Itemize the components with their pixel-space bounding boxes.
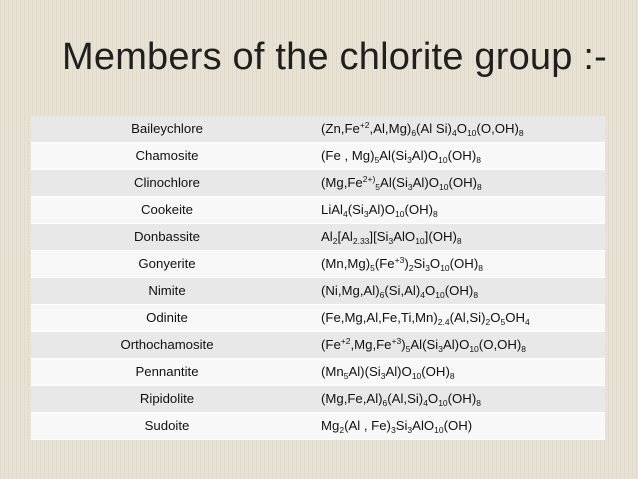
formula-subscript: 10	[415, 236, 425, 247]
formula-text: Al)O	[385, 364, 412, 380]
formula-text: (Mg,Fe	[321, 175, 363, 191]
formula-text: Si	[395, 418, 408, 434]
formula-text: LiAl	[321, 202, 343, 218]
mineral-formula	[311, 359, 605, 386]
formula-subscript: 5	[370, 263, 375, 274]
formula-subscript: 4	[525, 317, 530, 328]
table-row	[31, 305, 605, 332]
formula-text: (OH)	[443, 418, 473, 434]
formula-text: (O,OH)	[476, 121, 519, 137]
table-row	[31, 359, 605, 386]
table-row	[31, 224, 605, 251]
mineral-name: Chamosite	[31, 143, 311, 170]
formula-subscript: 2.33	[352, 236, 370, 247]
formula-text: ](OH)	[424, 229, 457, 245]
formula-subscript: 5	[343, 371, 349, 382]
table-row	[31, 197, 605, 224]
formula-subscript: 5	[375, 182, 381, 193]
formula-subscript: 8	[476, 398, 481, 409]
formula-text: (Fe , Mg)	[321, 148, 375, 164]
formula-subscript: 4	[423, 398, 428, 409]
mineral-name: Ripidolite	[31, 386, 311, 413]
formula-text: Mg	[321, 418, 340, 434]
chlorite-table	[31, 116, 605, 440]
formula-subscript: 8	[476, 155, 481, 166]
formula-text: (Mn,Mg)	[321, 256, 371, 272]
mineral-name: Cookeite	[31, 197, 311, 224]
formula-subscript: 8	[478, 263, 483, 274]
formula-subscript: 3	[380, 371, 386, 382]
formula-text: Al	[321, 229, 333, 245]
table-row	[31, 170, 605, 197]
mineral-formula	[311, 116, 605, 143]
formula-text: Al)O	[442, 337, 470, 353]
formula-text: (Al,Si)	[449, 310, 486, 326]
mineral-name: Clinochlore	[31, 170, 311, 197]
formula-text: (Al , Fe)	[344, 418, 391, 434]
formula-subscript: 6	[411, 128, 417, 139]
formula-subscript: 3	[407, 425, 413, 436]
formula-subscript: 5	[374, 155, 380, 166]
mineral-formula	[311, 170, 605, 197]
formula-subscript: 10	[411, 371, 422, 382]
formula-subscript: 6	[379, 290, 385, 301]
formula-text: (Fe	[321, 337, 341, 353]
formula-text: ,Al,Mg)	[369, 121, 412, 137]
formula-text: OH	[505, 310, 525, 326]
formula-text: (Fe	[374, 256, 395, 272]
formula-text: Al(Si	[410, 337, 439, 353]
formula-text: (Zn,Fe	[321, 121, 360, 137]
formula-text: (OH)	[449, 256, 479, 272]
formula-text: Si	[413, 256, 426, 272]
mineral-name: Baileychlore	[31, 116, 311, 143]
formula-text: ,Mg,Fe	[350, 337, 392, 353]
mineral-name: Odinite	[31, 305, 311, 332]
formula-text: (OH)	[421, 364, 450, 380]
formula-text: (Fe,Mg,Al,Fe,Ti,Mn)	[321, 310, 438, 326]
table-body	[31, 116, 605, 440]
mineral-name: Sudoite	[31, 413, 311, 440]
formula-text: Al(Si	[379, 148, 408, 164]
table-row	[31, 386, 605, 413]
formula-superscript: +2	[340, 336, 351, 347]
formula-text: Al)O	[368, 202, 395, 218]
formula-text: O	[427, 391, 439, 407]
formula-text: )	[401, 337, 406, 353]
formula-subscript: 2	[339, 425, 345, 436]
formula-text: O	[425, 283, 436, 299]
formula-superscript: 2+)	[362, 174, 376, 185]
table-row	[31, 251, 605, 278]
formula-text: (Ni,Mg,Al)	[321, 283, 380, 299]
formula-subscript: 8	[456, 236, 462, 247]
formula-subscript: 8	[477, 182, 482, 193]
formula-text: AlO	[393, 229, 416, 245]
mineral-name: Pennantite	[31, 359, 311, 386]
formula-subscript: 2.4	[437, 317, 450, 328]
table-row	[31, 143, 605, 170]
mineral-formula	[311, 197, 605, 224]
formula-text: (Al Si)	[416, 121, 452, 137]
formula-subscript: 2	[332, 236, 338, 247]
formula-subscript: 3	[363, 209, 369, 220]
formula-subscript: 3	[438, 344, 443, 355]
formula-text: O	[429, 256, 441, 272]
formula-subscript: 8	[433, 209, 438, 220]
table-row	[31, 332, 605, 359]
formula-subscript: 3	[407, 155, 412, 166]
formula-text: (OH)	[448, 175, 478, 191]
formula-subscript: 8	[449, 371, 455, 382]
mineral-formula	[311, 224, 605, 251]
formula-subscript: 3	[407, 182, 413, 193]
table-row	[31, 413, 605, 440]
formula-subscript: 10	[434, 425, 444, 436]
formula-superscript: +3	[394, 255, 405, 266]
mineral-formula	[311, 386, 605, 413]
formula-text: (Al,Si)	[387, 391, 424, 407]
slide-title: Members of the chlorite group :-	[62, 36, 607, 78]
mineral-formula	[311, 251, 605, 278]
formula-text: (OH)	[447, 148, 477, 164]
mineral-name: Gonyerite	[31, 251, 311, 278]
formula-subscript: 10	[438, 398, 448, 409]
formula-subscript: 3	[390, 425, 396, 436]
mineral-formula	[311, 413, 605, 440]
formula-superscript: +3	[391, 336, 402, 347]
formula-text: ][Si	[369, 229, 389, 245]
formula-subscript: 3	[388, 236, 394, 247]
formula-subscript: 4	[420, 290, 425, 301]
formula-subscript: 4	[451, 128, 457, 139]
formula-subscript: 10	[394, 209, 405, 220]
formula-subscript: 8	[518, 128, 524, 139]
formula-text: [Al	[337, 229, 353, 245]
formula-subscript: 8	[521, 344, 527, 355]
mineral-name: Donbassite	[31, 224, 311, 251]
mineral-name: Orthochamosite	[31, 332, 311, 359]
formula-subscript: 6	[382, 398, 388, 409]
formula-text: (O,OH)	[478, 337, 522, 353]
formula-subscript: 4	[343, 209, 348, 220]
formula-subscript: 10	[466, 128, 477, 139]
formula-subscript: 10	[435, 290, 445, 301]
formula-text: Al)O	[411, 148, 439, 164]
formula-text: )	[404, 256, 409, 272]
formula-text: (OH)	[404, 202, 434, 218]
formula-text: (Si,Al)	[384, 283, 421, 299]
formula-text: (Mg,Fe,Al)	[321, 391, 383, 407]
table-row	[31, 278, 605, 305]
formula-text: (Mn	[321, 364, 344, 380]
formula-superscript: +2	[359, 120, 370, 131]
formula-subscript: 5	[500, 317, 506, 328]
formula-subscript: 10	[438, 155, 448, 166]
formula-subscript: 2	[485, 317, 491, 328]
formula-text: Al(Si	[380, 175, 408, 191]
formula-subscript: 10	[438, 182, 449, 193]
formula-text: Al)(Si	[348, 364, 381, 380]
table-row	[31, 116, 605, 143]
formula-subscript: 8	[473, 290, 479, 301]
mineral-formula	[311, 278, 605, 305]
mineral-table	[31, 116, 605, 440]
formula-text: AlO	[412, 418, 435, 434]
mineral-name: Nimite	[31, 278, 311, 305]
formula-subscript: 3	[425, 263, 430, 274]
mineral-formula	[311, 305, 605, 332]
formula-text: O	[490, 310, 501, 326]
formula-text: (Si	[347, 202, 364, 218]
formula-subscript: 5	[405, 344, 411, 355]
formula-subscript: 10	[469, 344, 479, 355]
formula-text: O	[456, 121, 467, 137]
formula-text: Al)O	[412, 175, 439, 191]
mineral-formula	[311, 332, 605, 359]
mineral-formula	[311, 143, 605, 170]
formula-text: (OH)	[444, 283, 474, 299]
formula-subscript: 10	[440, 263, 450, 274]
formula-text: (OH)	[447, 391, 477, 407]
formula-subscript: 2	[408, 263, 414, 274]
